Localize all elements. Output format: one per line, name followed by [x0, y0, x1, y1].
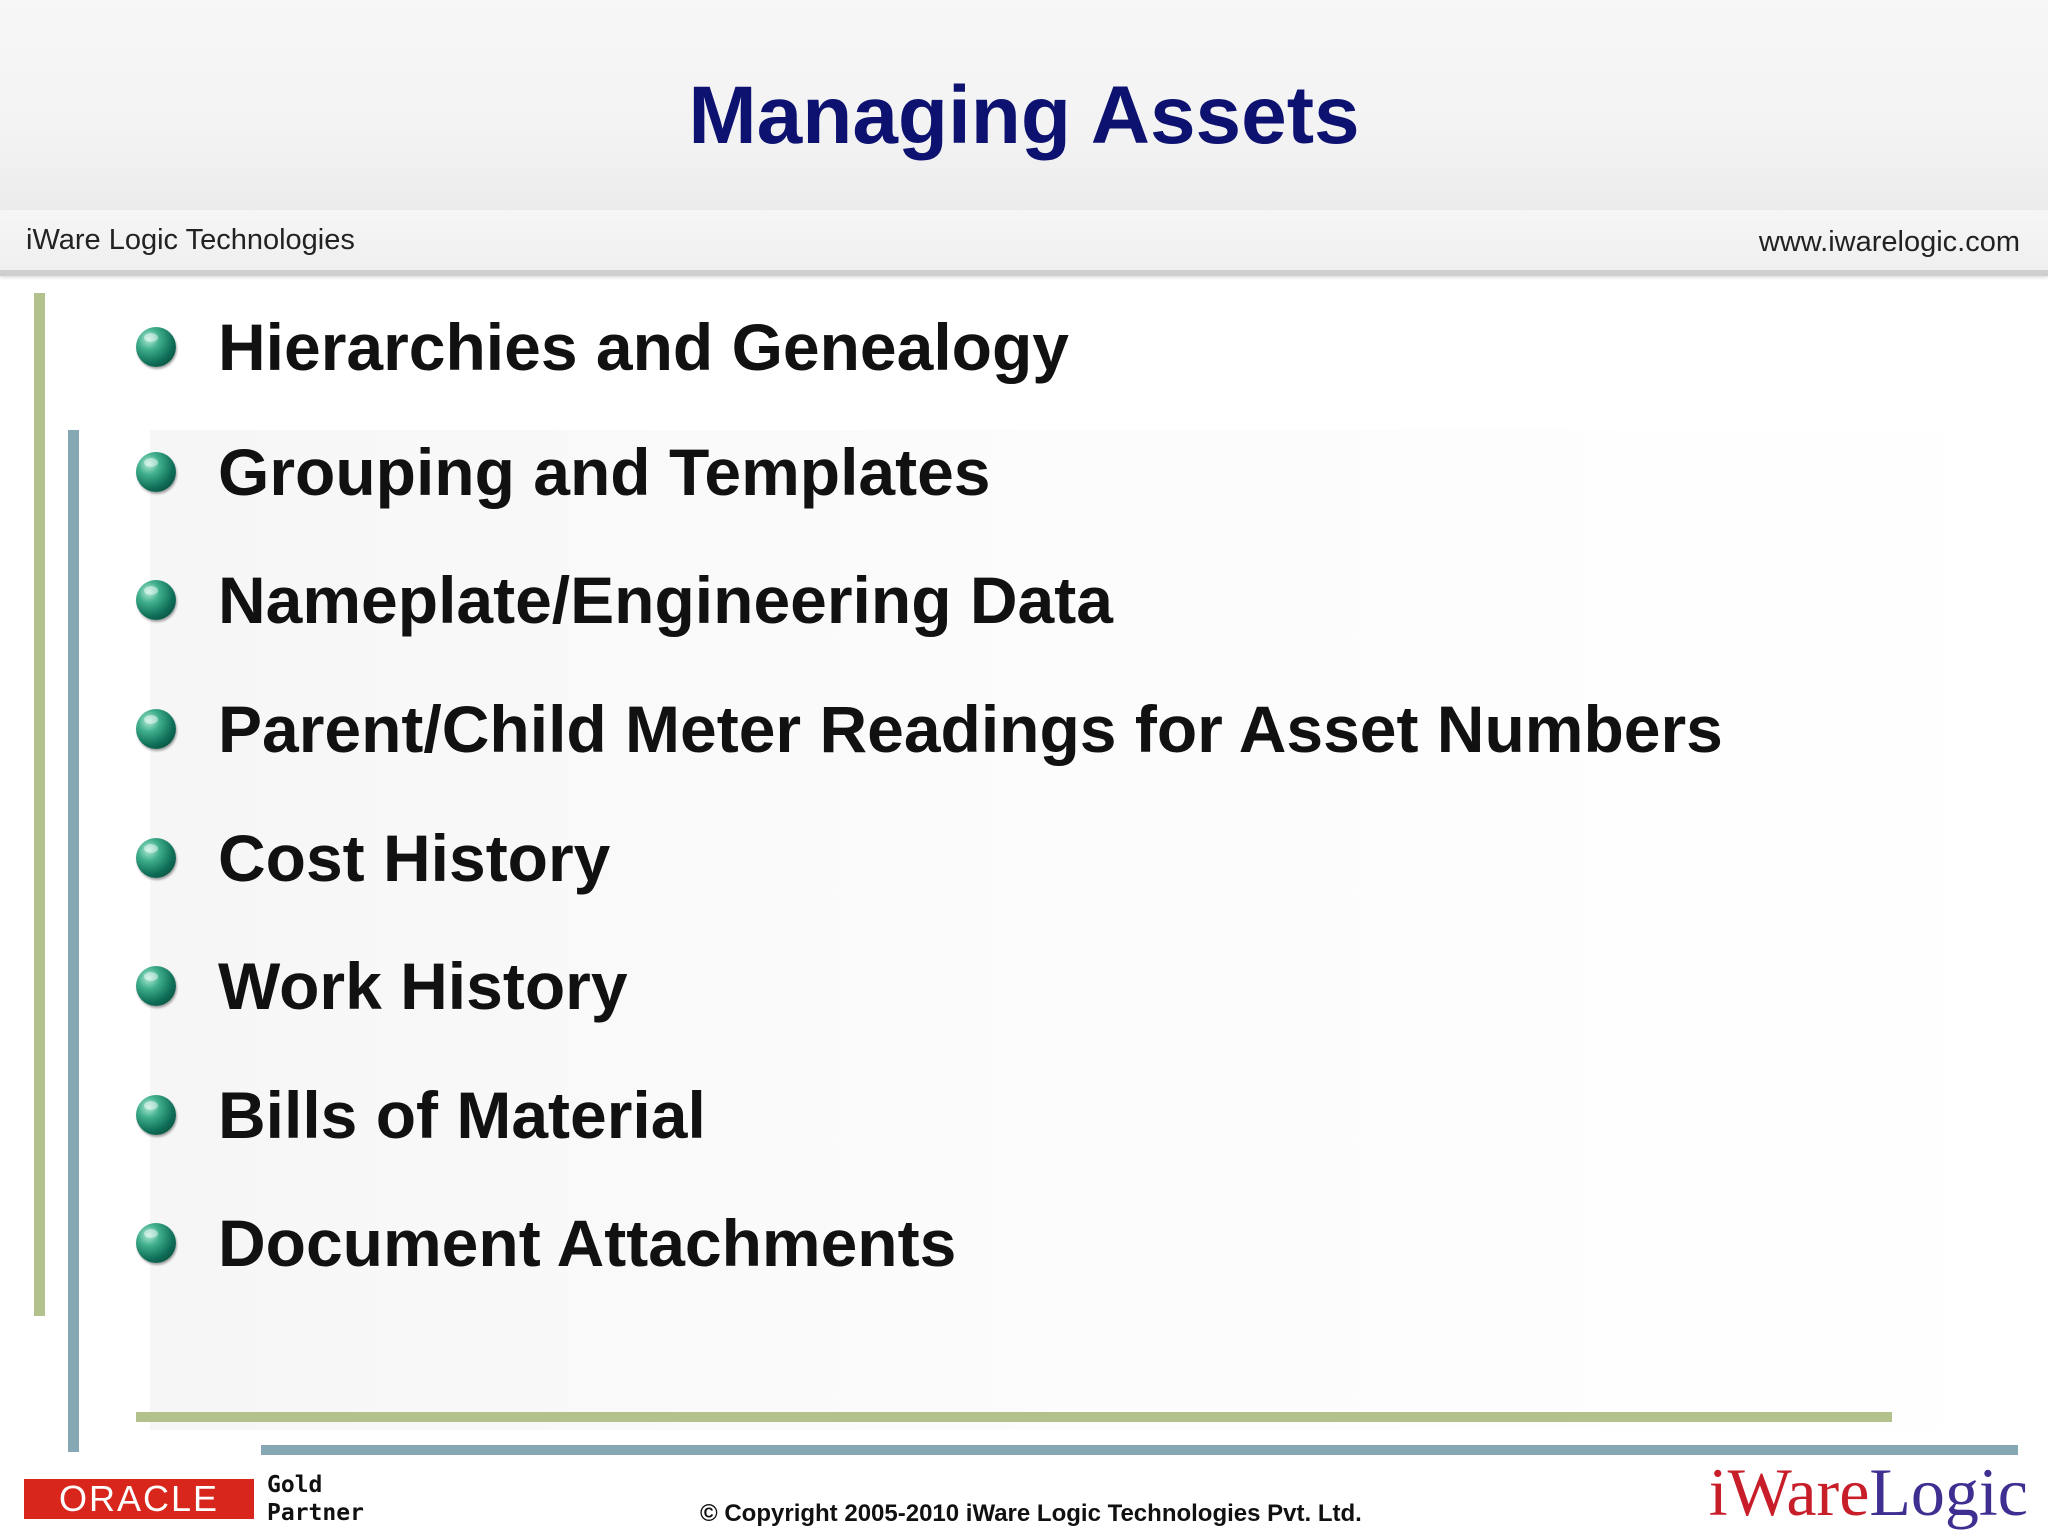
accent-bar-blue-vertical [68, 430, 79, 1452]
bullet-text: Document Attachments [218, 1206, 957, 1280]
iwarelogic-logo [1709, 1452, 2028, 1532]
company-url: www.iwarelogic.com [1758, 226, 2020, 258]
green-sphere-bullet-icon [136, 838, 176, 878]
green-sphere-bullet-icon [136, 327, 176, 367]
partner-label-partner: Partner [267, 1500, 364, 1526]
green-sphere-bullet-icon [136, 709, 176, 749]
bullet-item [136, 1070, 706, 1160]
bullet-item [136, 941, 628, 1031]
bullet-text: Work History [218, 949, 628, 1023]
green-sphere-bullet-icon [136, 580, 176, 620]
slide-title: Managing Assets [688, 70, 1360, 161]
bullet-text: Nameplate/Engineering Data [218, 563, 1113, 637]
bullet-item [136, 684, 1723, 774]
bullet-item [136, 1198, 956, 1288]
logo-text-iware: iWare [1708, 1454, 1870, 1530]
bullet-text: Bills of Material [218, 1078, 706, 1152]
company-name: iWare Logic Technologies [26, 224, 355, 256]
bullet-text: Hierarchies and Genealogy [218, 310, 1070, 384]
bullet-item [136, 302, 1069, 392]
green-sphere-bullet-icon [136, 1223, 176, 1263]
oracle-logo: ORACLE [24, 1479, 254, 1519]
bullet-item [136, 555, 1113, 645]
logo-text-logic: Logic [1869, 1454, 2028, 1530]
bullet-text: Grouping and Templates [218, 435, 991, 509]
accent-bar-green-vertical [34, 293, 45, 1316]
green-sphere-bullet-icon [136, 1095, 176, 1135]
copyright-notice: © Copyright 2005-2010 iWare Logic Technologies Pvt. Ltd. [700, 1500, 1362, 1527]
bullet-item [136, 813, 610, 903]
accent-bar-green-horizontal [136, 1412, 1892, 1422]
bullet-item [136, 427, 991, 517]
partner-label-gold: Gold [267, 1472, 323, 1498]
bullet-text: Cost History [218, 821, 611, 895]
green-sphere-bullet-icon [136, 966, 176, 1006]
bullet-text: Parent/Child Meter Readings for Asset Numbers [218, 692, 1723, 766]
green-sphere-bullet-icon [136, 452, 176, 492]
